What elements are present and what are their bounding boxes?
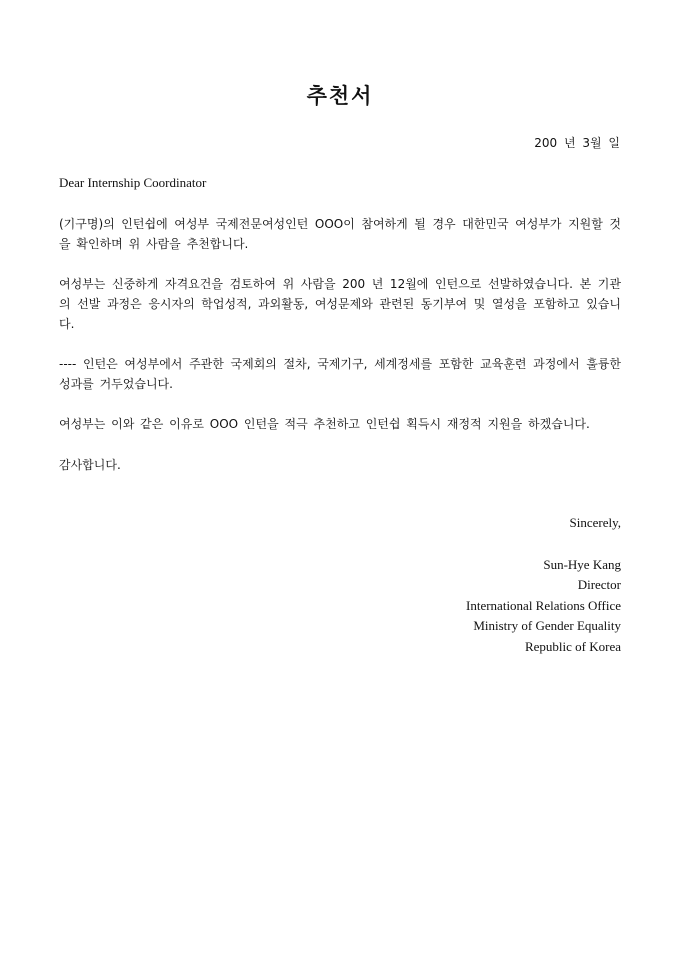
document-title: 추천서: [306, 83, 374, 108]
closing: Sincerely,: [569, 515, 621, 530]
body-paragraph-1: (기구명)의 인턴쉽에 여성부 국제전문여성인턴 OOO이 참여하게 될 경우 대한민국 여성부가 지원할 것을 확인하며 위 사람을 추천합니다.: [59, 217, 621, 251]
body-paragraph-4: 여성부는 이와 같은 이유로 OOO 인턴을 적극 추천하고 인턴쉽 획득시 재정적 지원을 하겠습니다.: [59, 417, 590, 431]
letter-date: 200 년 3월 일: [534, 136, 620, 150]
body-paragraph-5: 감사합니다.: [59, 458, 121, 472]
body-paragraph-3: ---- 인턴은 여성부에서 주관한 국제회의 절차, 국제기구, 세계정세를 포함한 교육훈련 과정에서 훌륭한 성과를 거두었습니다.: [59, 357, 621, 391]
salutation: Dear Internship Coordinator: [59, 175, 207, 190]
signer-name: Sun-Hye Kang: [543, 557, 621, 572]
signature-block: [466, 555, 621, 657]
signer-ministry: Ministry of Gender Equality: [473, 618, 621, 634]
signer-country: Republic of Korea: [524, 638, 621, 654]
body-paragraph-2: 여성부는 신중하게 자격요건을 검토하여 위 사람을 200 년 12월에 인턴으로 선발하였습니다. 본 기관의 선발 과정은 응시자의 학업성적, 과외활동, 여성문제와 관련된 동기부여 및 열성을 포함하고 있습니다.: [59, 277, 621, 331]
signer-position: Director: [577, 577, 621, 593]
signer-office: International Relations Office: [466, 597, 621, 613]
